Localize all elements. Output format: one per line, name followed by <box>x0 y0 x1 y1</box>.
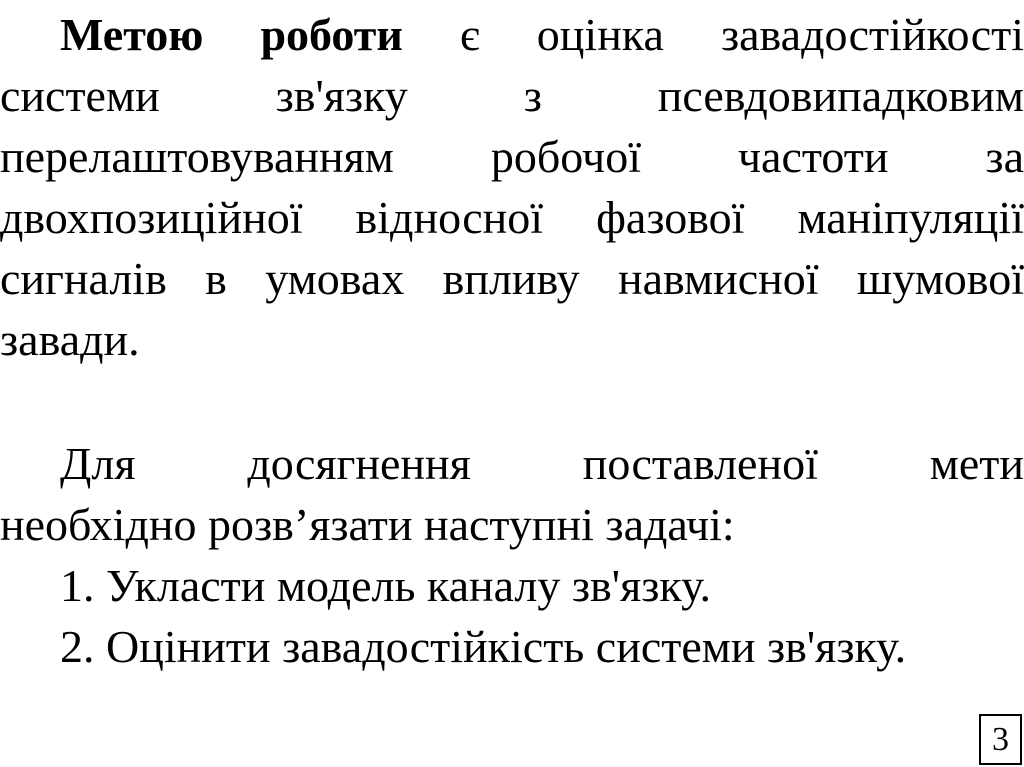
word: системи <box>0 70 160 121</box>
word: фазової <box>596 192 745 243</box>
word: псевдовипадковим <box>657 70 1024 121</box>
goal-keyword: роботи <box>260 9 403 60</box>
word: є <box>459 9 480 60</box>
word: перелаштовуванням <box>0 131 394 182</box>
word: досягнення <box>247 438 471 489</box>
word: поставленої <box>582 438 818 489</box>
word: умовах <box>265 253 405 304</box>
paragraph-2-line-1 <box>0 434 1024 494</box>
task-item-1: 1. Укласти модель каналу зв'язку. <box>60 560 711 611</box>
word: відносної <box>355 192 544 243</box>
word: завадостійкості <box>720 9 1024 60</box>
word: шумової <box>856 253 1024 304</box>
word: навмисної <box>618 253 819 304</box>
word: з <box>523 70 542 121</box>
paragraph-1-line-5 <box>0 249 1024 309</box>
word: в <box>205 253 227 304</box>
word: двохпозиційної <box>0 192 303 243</box>
word: оцінка <box>536 9 664 60</box>
goal-keyword: Метою <box>60 9 204 60</box>
word: зв'язку <box>275 70 408 121</box>
paragraph-2-line-2: необхідно розв’язати наступні задачі: <box>0 499 735 550</box>
word: частоти <box>737 131 889 182</box>
paragraph-1-line-3 <box>0 127 1024 187</box>
word: за <box>985 131 1024 182</box>
paragraph-1-line-1 <box>0 5 1024 65</box>
paragraph-1-line-2 <box>0 66 1024 126</box>
word: Для <box>60 438 136 489</box>
word: мети <box>929 438 1024 489</box>
word: робочої <box>490 131 641 182</box>
paragraph-1-line-6: завади. <box>0 314 140 365</box>
word: впливу <box>442 253 580 304</box>
word: маніпуляції <box>797 192 1024 243</box>
page-number: 3 <box>979 714 1022 765</box>
paragraph-1-line-4 <box>0 188 1024 248</box>
task-item-2: 2. Оцінити завадостійкість системи зв'язку. <box>60 621 907 672</box>
word: сигналів <box>0 253 167 304</box>
